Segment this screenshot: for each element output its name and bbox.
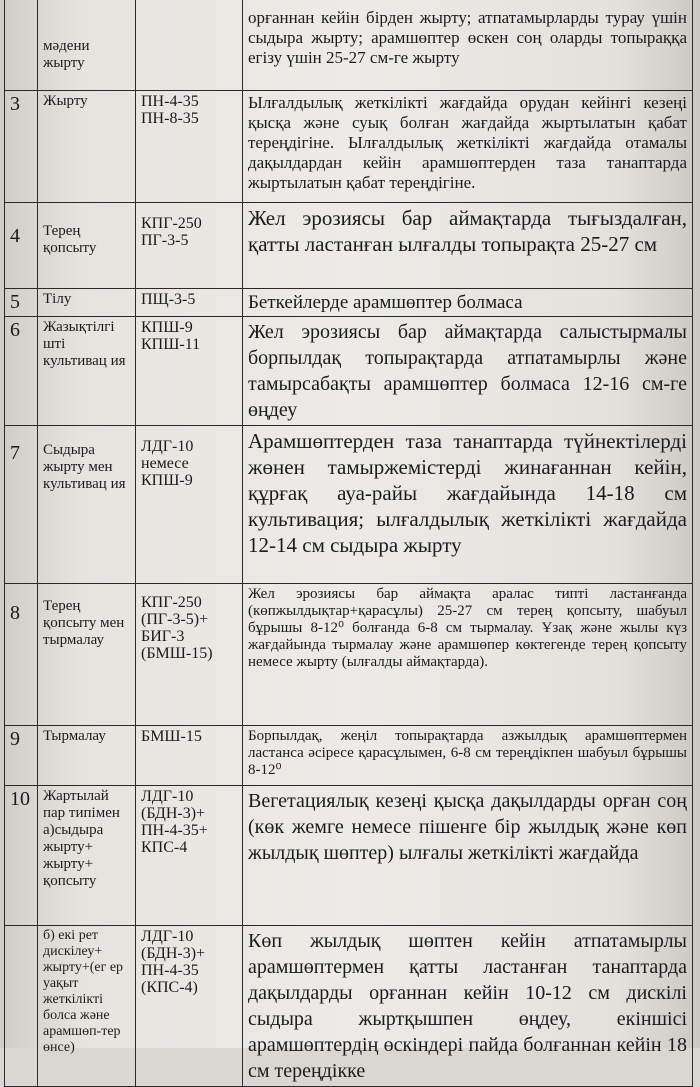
row-number	[5, 925, 38, 1086]
row-number: 9	[5, 725, 38, 785]
operation-description: Арамшөптерден таза танаптарда түйнектілерді жөнен тамыржемістерді жинағаннан кейін, құрғақ ауа-райы жағдайында 14-18 см культивация; ылғалдылық жеткілікті жағдайда 12-14 см сыдыра жырту	[243, 425, 693, 583]
operation-description: Жел эрозиясы бар аймақта аралас типті ластанғанда (көпжылдықтар+қарасұлы) 25-27 см терең қопсыту, шабуыл бұрышы 8-12⁰ болғанда 6-8 см тырмалау. Ұзақ және жылы күз жағдайында тырмалау және арамшөпер көктегенде терең қопсыту немесе жырту (ылғалды аймақтарда).	[243, 583, 693, 725]
row-number: 5	[5, 288, 38, 316]
implement-name: КПГ-250 (ПГ-3-5)+ БИГ-3 (БМШ-15)	[136, 583, 243, 725]
operation-description: Беткейлерде арамшөптер болмаса	[243, 288, 693, 316]
table-row	[5, 425, 693, 583]
table-row	[5, 288, 693, 316]
row-number: 3	[5, 90, 38, 202]
operation-name: Жырту	[38, 90, 136, 202]
table-row	[5, 316, 693, 425]
operation-description: Ылғалдылық жеткілікті жағдайда орудан кейінгі кезеңі қысқа және суық болған жағдайда жыртылатын қабат тереңдігіне. Ылғалдылық жеткілікті жағдайда отамалы дақылдардан кейін арамшөптерден таза танаптарда жыртылатын қабат тереңдігіне.	[243, 90, 693, 202]
implement-name: ЛДГ-10 немесе КПШ-9	[136, 425, 243, 583]
tillage-table	[4, 0, 693, 1087]
implement-name: КПГ-250 ПГ-3-5	[136, 202, 243, 288]
operation-description: Жел эрозиясы бар аймақтарда салыстырмалы борпылдақ топырақтарда атпатамырлы және тамырсабақты арамшөптер болмаса 12-16 см-ге өңдеу	[243, 316, 693, 425]
row-number: 10	[5, 785, 38, 925]
table-row	[5, 925, 693, 1086]
table-row	[5, 583, 693, 725]
implement-name: БМШ-15	[136, 725, 243, 785]
operation-description: Көп жылдық шөптен кейін атпатамырлы арамшөптермен қатты ластанған танаптарда дақылдарды орғаннан кейін 10-12 см дискілі сыдыра жыртқышпен өңдеу, екіншісі арамшөптердің өскіндері пайда болғаннан кейін 18 см тереңдікке	[243, 925, 693, 1086]
operation-name: б) екі рет дискілеу+ жырту+(ег ер уақыт жеткілікті болса және арамшөп-тер өнсе)	[38, 925, 136, 1086]
operation-name: Жартылай пар типімен а)сыдыра жырту+ жырту+ қопсыту	[38, 785, 136, 925]
operation-description: орғаннан кейін бірден жырту; атпатамырларды турау үшін сыдыра жырту; арамшөптер өскен соң оларды топыраққа егізу үшін 25-27 см-ге жырту	[243, 0, 693, 90]
table-row	[5, 785, 693, 925]
operation-name: Жазықтілгі шті культивац ия	[38, 316, 136, 425]
row-number: 4	[5, 202, 38, 288]
operation-name: Терең қопсыту	[38, 202, 136, 288]
operation-description: Борпылдақ, жеңіл топырақтарда азжылдық арамшөптермен ластанса әсіресе қарасұлымен, 6-8 см тереңдікпен шабуыл бұрышы 8-12⁰	[243, 725, 693, 785]
operation-name: мәдени жырту	[38, 0, 136, 90]
operation-name: Сыдыра жырту мен культивац ия	[38, 425, 136, 583]
implement-name: КПШ-9 КПШ-11	[136, 316, 243, 425]
implement-name	[136, 0, 243, 90]
implement-name: ЛДГ-10 (БДН-3)+ ПН-4-35+ КПС-4	[136, 785, 243, 925]
implement-name: ПН-4-35 ПН-8-35	[136, 90, 243, 202]
table-row	[5, 0, 693, 90]
operation-name: Тырмалау	[38, 725, 136, 785]
operation-name: Тілу	[38, 288, 136, 316]
row-number	[5, 0, 38, 90]
operation-name: Терең қопсыту мен тырмалау	[38, 583, 136, 725]
operation-description: Жел эрозиясы бар аймақтарда тығыздалған, қатты ластанған ылғалды топырақта 25-27 см	[243, 202, 693, 288]
implement-name: ЛДГ-10 (БДН-3)+ ПН-4-35 (КПС-4)	[136, 925, 243, 1086]
row-number: 6	[5, 316, 38, 425]
table-row	[5, 202, 693, 288]
operation-description: Вегетациялық кезеңі қысқа дақылдарды орған соң (көк жемге немесе пішенге бір жылдық және көп жылдық шөптер) ылғалы жеткілікті жағдайда	[243, 785, 693, 925]
implement-name: ПЩ-3-5	[136, 288, 243, 316]
row-number: 8	[5, 583, 38, 725]
row-number: 7	[5, 425, 38, 583]
table-row	[5, 90, 693, 202]
table-row	[5, 725, 693, 785]
